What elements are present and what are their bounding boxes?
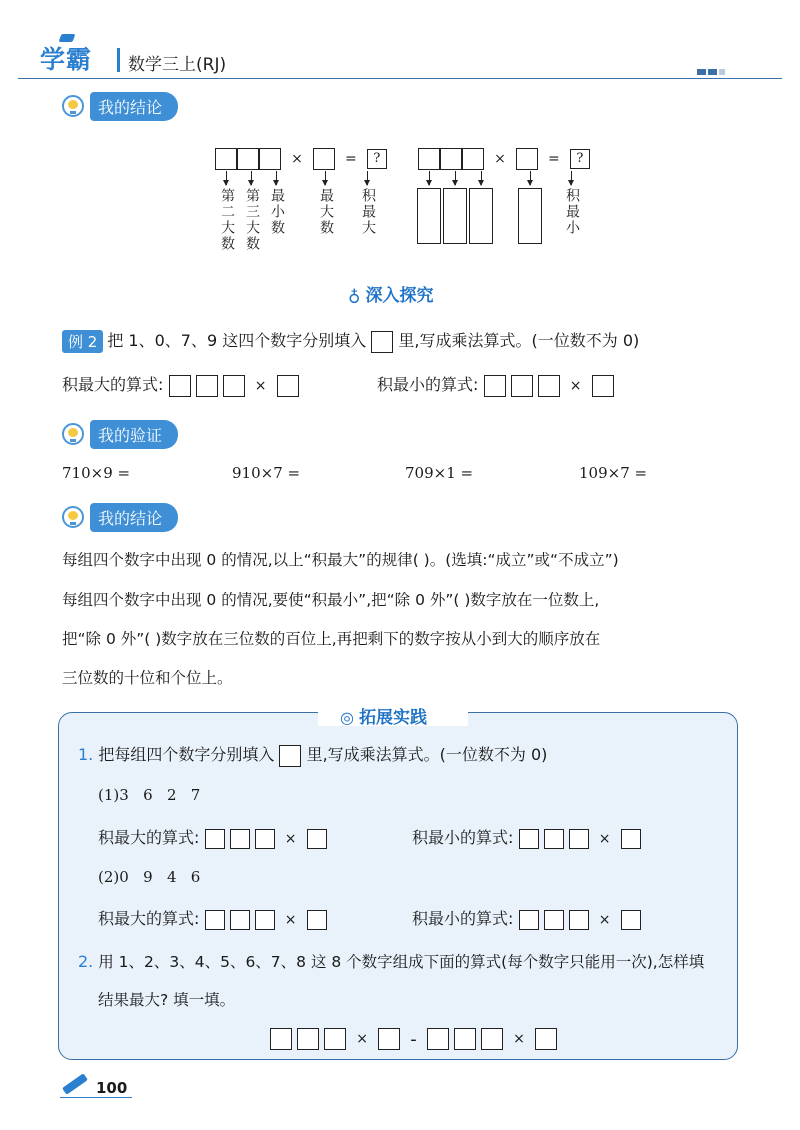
tag-label: 我的结论: [90, 92, 178, 121]
answer-box[interactable]: [205, 910, 225, 930]
conclusion-line-3: 把“除 0 外”( )数字放在三位数的百位上,再把剩下的数字按从小到大的顺序放在: [62, 630, 601, 648]
answer-box[interactable]: [535, 1028, 557, 1050]
tag-label: 我的结论: [90, 503, 178, 532]
tag-conclusion-1: [62, 92, 178, 120]
conclusion-line-2: 每组四个数字中出现 0 的情况,要使“积最小”,把“除 0 外”( )数字放在一位数上,: [62, 591, 600, 609]
answer-box[interactable]: [378, 1028, 400, 1050]
answer-box[interactable]: [230, 910, 250, 930]
practice-sub1: (1)3 6 2 7: [98, 786, 201, 804]
diagram-left-row: × = ?: [215, 148, 387, 170]
answer-box[interactable]: [255, 910, 275, 930]
arrow-icon: [571, 171, 572, 185]
conclusion-line-1: 每组四个数字中出现 0 的情况,以上“积最大”的规律( )。(选填:“成立”或“不成立”): [62, 551, 619, 569]
question-box: ?: [570, 149, 590, 169]
answer-box[interactable]: [511, 375, 533, 397]
example-2: 例 2 把 1、0、7、9 这四个数字分别填入 里,写成乘法算式。(一位数不为 0): [62, 328, 639, 353]
practice-q1: 1. 把每组四个数字分别填入 里,写成乘法算式。(一位数不为 0): [78, 742, 547, 767]
practice-sub2: (2)0 9 4 6: [98, 868, 201, 886]
diagram-right-row: × = ?: [418, 148, 590, 170]
fill-box: [279, 745, 301, 767]
diagram-label: 第三大数: [244, 188, 260, 252]
answer-box[interactable]: [277, 375, 299, 397]
answer-box[interactable]: [518, 188, 542, 244]
answer-box[interactable]: [592, 375, 614, 397]
practice-sub2-min: 积最小的算式: ×: [412, 906, 641, 930]
arrow-icon: [481, 171, 482, 185]
answer-box[interactable]: [230, 829, 250, 849]
answer-box[interactable]: [569, 910, 589, 930]
header-rule: [18, 78, 782, 79]
answer-box[interactable]: [255, 829, 275, 849]
arrow-icon: [429, 171, 430, 185]
microscope-icon: ♁: [348, 286, 361, 306]
arrow-icon: [325, 171, 326, 185]
example-min-row: 积最小的算式: ×: [377, 372, 614, 397]
diagram-label: 最小数: [269, 188, 285, 236]
question-box: ?: [367, 149, 387, 169]
answer-box[interactable]: [538, 375, 560, 397]
answer-box[interactable]: [307, 910, 327, 930]
answer-box[interactable]: [417, 188, 441, 244]
answer-box[interactable]: [169, 375, 191, 397]
diagram-label: 最大数: [318, 188, 334, 236]
verify-item: 709×1 =: [405, 464, 474, 482]
answer-box[interactable]: [427, 1028, 449, 1050]
practice-title: ◎ 拓展实践: [340, 708, 428, 728]
answer-box[interactable]: [270, 1028, 292, 1050]
verify-item: 710×9 =: [62, 464, 131, 482]
practice-q2-line2: 结果最大? 填一填。: [98, 991, 236, 1009]
footer-rule: [60, 1097, 132, 1098]
header-title: 数学三上(RJ): [128, 55, 227, 75]
answer-box[interactable]: [307, 829, 327, 849]
target-icon: ◎: [340, 708, 354, 727]
example-max-row: 积最大的算式: ×: [62, 372, 299, 397]
arrow-icon: [455, 171, 456, 185]
answer-box[interactable]: [519, 910, 539, 930]
tag-conclusion-2: [62, 503, 178, 531]
answer-box[interactable]: [223, 375, 245, 397]
diagram-label: 第二大数: [219, 188, 235, 252]
practice-sub1-min: 积最小的算式: ×: [412, 825, 641, 849]
answer-box[interactable]: [484, 375, 506, 397]
diagram-label: 积最大: [360, 188, 376, 236]
practice-sub1-max: 积最大的算式: ×: [98, 825, 327, 849]
pencil-icon: [62, 1073, 88, 1094]
diagram-label: 积最小: [564, 188, 580, 236]
practice-sub2-max: 积最大的算式: ×: [98, 906, 327, 930]
answer-box[interactable]: [196, 375, 218, 397]
answer-box[interactable]: [569, 829, 589, 849]
practice-q2-equation: × - ×: [270, 1028, 557, 1050]
fill-box: [371, 331, 393, 353]
logo: 学霸: [40, 45, 93, 74]
verify-item: 910×7 =: [232, 464, 301, 482]
answer-box[interactable]: [297, 1028, 319, 1050]
tag-label: 我的验证: [90, 420, 178, 449]
arrow-icon: [530, 171, 531, 185]
answer-box[interactable]: [544, 829, 564, 849]
lightbulb-icon: [62, 95, 84, 117]
answer-box[interactable]: [324, 1028, 346, 1050]
answer-box[interactable]: [481, 1028, 503, 1050]
arrow-icon: [276, 171, 277, 185]
header-decoration: [697, 60, 731, 66]
lightbulb-icon: [62, 423, 84, 445]
section-explore-title: ♁ 深入探究: [348, 286, 434, 306]
answer-box[interactable]: [621, 829, 641, 849]
arrow-icon: [251, 171, 252, 185]
verify-item: 109×7 =: [579, 464, 648, 482]
answer-box[interactable]: [469, 188, 493, 244]
lightbulb-icon: [62, 506, 84, 528]
answer-box[interactable]: [621, 910, 641, 930]
answer-box[interactable]: [443, 188, 467, 244]
header-separator: [117, 48, 120, 72]
answer-box[interactable]: [519, 829, 539, 849]
answer-box[interactable]: [544, 910, 564, 930]
answer-box[interactable]: [205, 829, 225, 849]
conclusion-line-4: 三位数的十位和个位上。: [62, 669, 233, 687]
page-number: 100: [96, 1079, 128, 1097]
answer-box[interactable]: [454, 1028, 476, 1050]
arrow-icon: [226, 171, 227, 185]
example-badge: 例 2: [62, 330, 103, 353]
practice-q2-line1: 2. 用 1、2、3、4、5、6、7、8 这 8 个数字组成下面的算式(每个数字只能用一次),怎样填: [78, 952, 705, 971]
arrow-icon: [367, 171, 368, 185]
tag-verify: [62, 420, 178, 448]
